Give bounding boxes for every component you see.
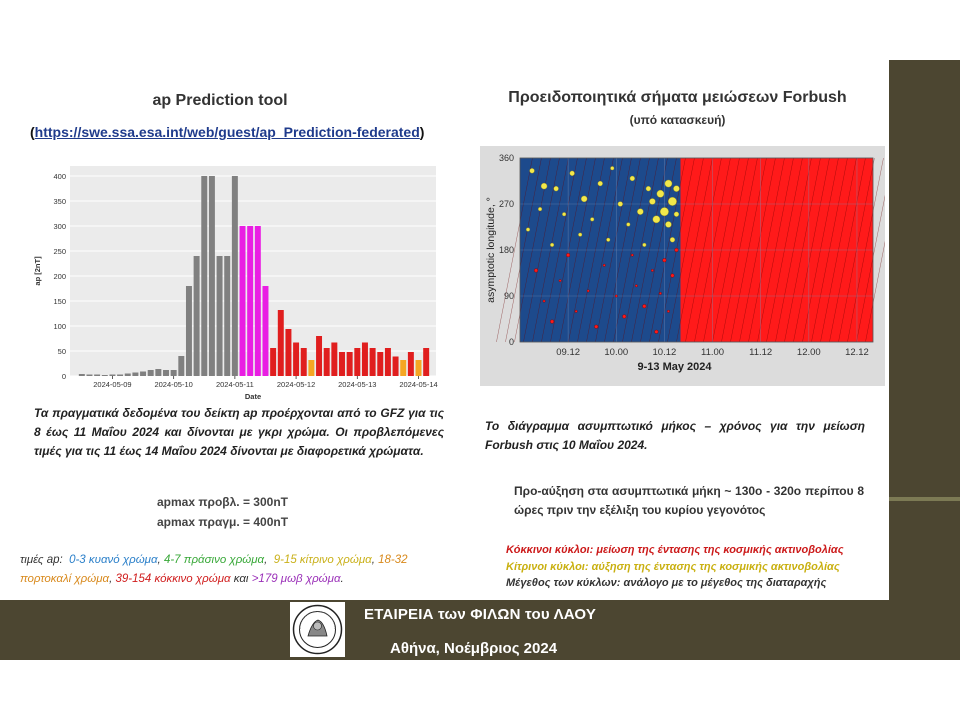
fb-yellow-circle (643, 243, 647, 247)
ap-bar (109, 375, 115, 377)
fb-red-circle (655, 330, 659, 334)
ap-xtick-label: 2024-05-14 (399, 380, 438, 389)
fb-ytick-label: 270 (498, 199, 514, 209)
ap-bar (171, 370, 177, 376)
ap-bar (194, 256, 200, 376)
ap-tool-link[interactable]: https://swe.ssa.esa.int/web/guest/ap_Prediction-federated (34, 124, 420, 140)
fb-ytick-label: 360 (498, 153, 514, 163)
ap-xtick-label: 2024-05-12 (276, 380, 316, 389)
ap-bar (293, 343, 299, 377)
fb-yellow-circle (598, 181, 603, 186)
ap-bar (132, 373, 138, 377)
ap-bar (163, 370, 169, 376)
legend-and: και (233, 573, 249, 585)
fb-yellow-circle (562, 212, 566, 216)
fb-red-circle (663, 258, 667, 262)
footer-place-date: Αθήνα, Νοέμβριος 2024 (390, 640, 558, 657)
ap-bar (285, 329, 291, 376)
forbush-title: Προειδοποιητικά σήματα μειώσεων Forbush (508, 89, 847, 106)
ap-xtick-label: 2024-05-13 (338, 380, 377, 389)
ap-caption: Τα πραγματικά δεδομένα του δείκτη ap προέρχονται από το GFZ για τις 8 έως 11 Μαΐου 2024 και δίνονται με γκρι χρώμα. Οι προβλεπόμενες τιμές για τις 11 έως 14 Μαΐου 2024 δίνονται με διαφορετικά χρώματα. (34, 406, 444, 458)
fb-red-circle (603, 264, 605, 266)
fb-yellow-circle (660, 207, 668, 215)
side-band-accent (889, 497, 960, 501)
ap-bar-chart (30, 160, 442, 402)
fb-yellow-circle (530, 168, 535, 173)
ap-bar (125, 374, 131, 377)
ap-bar (385, 348, 391, 376)
forbush-longitude-time-chart (480, 146, 885, 386)
apmax-actual: apmax πραγμ. = 400nT (157, 515, 289, 529)
ap-xtick-label: 2024-05-11 (215, 380, 254, 389)
legend-prefix: τιμές ap: (20, 554, 63, 566)
fb-xtick-label: 12.12 (845, 347, 869, 358)
fb-yellow-circle (668, 197, 676, 205)
decorative-side-band (889, 60, 960, 600)
ap-bar (270, 348, 276, 376)
footer-organization: ΕΤΑΙΡΕΙΑ των ΦΙΛΩΝ του ΛΑΟΥ (364, 606, 597, 623)
fb-red-circle (566, 253, 570, 257)
fb-yellow-circle (550, 243, 554, 247)
ap-bar (354, 348, 360, 376)
fb-red-circle (671, 274, 675, 278)
fb-yellow-circle (570, 171, 575, 176)
fb-yellow-circle (538, 207, 542, 211)
fb-xtick-label: 11.12 (749, 347, 773, 358)
ap-bar (393, 357, 399, 377)
fb-yellow-circle (649, 198, 655, 204)
fb-ytick-label: 90 (503, 291, 514, 301)
ap-xaxis-label: Date (244, 392, 262, 401)
fb-red-circle (543, 300, 545, 302)
fb-xaxis-label: 9-13 May 2024 (637, 361, 712, 373)
fb-red-circle (559, 279, 561, 281)
fb-yaxis-label: asymptotic longitude, ° (485, 197, 497, 303)
ap-bar (416, 360, 422, 376)
fb-yellow-circle (673, 186, 679, 192)
fb-red-circle (622, 315, 626, 319)
fb-red-circle (534, 269, 538, 273)
fb-red-circle (659, 292, 661, 294)
ap-xtick-label: 2024-05-10 (154, 380, 193, 389)
fb-yellow-circle (627, 223, 631, 227)
ap-xtick-label: 2024-05-09 (93, 380, 132, 389)
fb-red-circle (615, 295, 617, 297)
fb-red-circle (575, 310, 577, 312)
fb-red-circle (550, 320, 554, 324)
ap-color-legend: τιμές ap: 0-3 κυανό χρώμα, 4-7 πράσινο χρώμα, 9-15 κίτρινο χρώμα, 18-32 πορτοκαλί χρώμα, 39-154 κόκκινο χρώμα και >179 μωβ χρώμα. (20, 554, 408, 585)
ap-tool-title: ap Prediction tool (152, 92, 288, 109)
ap-bar (377, 352, 383, 376)
ap-ytick-label: 150 (53, 297, 66, 306)
fb-ytick-label: 0 (508, 337, 514, 347)
ap-bar (339, 352, 345, 376)
ap-yaxis-label: ap [2nT] (33, 256, 42, 286)
fb-yellow-circle (646, 186, 651, 191)
fb-red-circle (643, 304, 647, 308)
fb-red-circle (675, 248, 679, 252)
ap-bar (316, 336, 322, 376)
ap-bar (140, 372, 146, 377)
ap-bar (347, 352, 353, 376)
ap-ytick-label: 0 (61, 372, 66, 381)
fb-ytick-label: 180 (498, 245, 514, 255)
ap-bar (308, 360, 314, 376)
fb-yellow-circle (606, 238, 610, 242)
ap-bar (178, 356, 184, 376)
fb-yellow-circle (578, 233, 582, 237)
fb-xtick-label: 12.00 (796, 347, 821, 358)
ap-bar (117, 375, 123, 377)
ap-bar (148, 370, 154, 376)
ap-bar (301, 348, 307, 376)
ap-bar (201, 176, 207, 376)
fb-red-circle (667, 310, 669, 312)
url-close-paren: ) (419, 124, 425, 140)
ap-bar (217, 256, 223, 376)
ap-bar (331, 343, 337, 377)
fb-yellow-circle (657, 190, 664, 197)
forbush-caption: Το διάγραμμα ασυμπτωτικό μήκος – χρόνος για την μείωση Forbush στις 10 Μαΐου 2024. (485, 419, 865, 452)
circle-size-note: Μέγεθος των κύκλων: ανάλογο με το μέγεθος της διαταραχής (506, 577, 827, 589)
fb-yellow-circle (670, 237, 675, 242)
ap-ytick-label: 100 (53, 322, 66, 331)
fb-red-circle (631, 254, 633, 256)
fb-yellow-circle (554, 186, 559, 191)
ap-bar (240, 226, 246, 376)
fb-xtick-label: 11.00 (701, 347, 725, 358)
ap-bar (247, 226, 253, 376)
ap-bar (400, 360, 406, 376)
fb-yellow-circle (581, 196, 587, 202)
ap-ytick-label: 50 (57, 347, 66, 356)
ap-ytick-label: 350 (53, 197, 66, 206)
legend-red: 39-154 κόκκινο χρώμα (115, 573, 231, 585)
fb-yellow-circle (526, 228, 530, 232)
ap-bar (155, 369, 161, 376)
ap-ytick-label: 400 (53, 172, 66, 181)
ap-bar (186, 286, 192, 376)
ap-ytick-label: 250 (53, 247, 66, 256)
society-seal-icon (290, 602, 345, 657)
fb-red-circle (594, 325, 598, 329)
fb-red-circle (587, 290, 589, 292)
fb-yellow-circle (665, 221, 671, 227)
ap-bar (224, 256, 230, 376)
legend-green: 4-7 πράσινο χρώμα (163, 554, 265, 566)
fb-yellow-circle (618, 202, 623, 207)
fb-xtick-label: 10.12 (652, 347, 677, 358)
fb-yellow-circle (610, 166, 614, 170)
ap-bar (79, 374, 85, 376)
ap-bar (102, 375, 108, 376)
fb-yellow-circle (665, 180, 672, 187)
yellow-circles-note: Κίτρινοι κύκλοι: αύξηση της έντασης της κοσμικής ακτινοβολίας (506, 561, 840, 573)
ap-tool-url-line (30, 124, 424, 140)
ap-bar (94, 375, 100, 377)
ap-bar (370, 348, 376, 376)
ap-bar (324, 348, 330, 376)
apmax-predicted: apmax προβλ. = 300nT (157, 495, 288, 509)
fb-yellow-circle (590, 218, 594, 222)
ap-bar (86, 375, 92, 377)
ap-bar (423, 348, 429, 376)
legend-orange: 18-32 πορτοκαλί χρώμα (20, 554, 408, 585)
fb-xtick-label: 09.12 (556, 347, 581, 358)
ap-bar (232, 176, 238, 376)
ap-bar (262, 286, 268, 376)
ap-ytick-label: 200 (53, 272, 66, 281)
ap-bar (209, 176, 215, 376)
legend-yellow: 9-15 κίτρινο χρώμα (273, 554, 372, 566)
fb-red-circle (651, 269, 653, 271)
ap-bar (278, 310, 284, 376)
red-circles-note: Κόκκινοι κύκλοι: μείωση της έντασης της κοσμικής ακτινοβολίας (506, 544, 844, 556)
legend-purple: >179 μωβ χρώμα (251, 573, 341, 585)
fb-xtick-label: 10.00 (604, 347, 629, 358)
fb-yellow-circle (637, 209, 643, 215)
ap-bar (408, 352, 414, 376)
ap-bar (255, 226, 261, 376)
fb-yellow-circle (630, 176, 635, 181)
ap-bar (362, 343, 368, 377)
pre-increase-note: Προ-αύξηση στα ασυμπτωτικά μήκη ~ 130ο - 320ο περίπου 8 ώρες πριν την εξέλιξη του κυρίου γεγονότος (514, 484, 864, 517)
ap-ytick-label: 300 (53, 222, 66, 231)
legend-cyan: 0-3 κυανό χρώμα (69, 554, 158, 566)
fb-yellow-circle (674, 212, 679, 217)
url-open-paren: ( (30, 124, 35, 140)
fb-yellow-circle (653, 216, 660, 223)
fb-red-circle (635, 285, 637, 287)
fb-yellow-circle (541, 183, 547, 189)
forbush-subtitle: (υπό κατασκευή) (629, 113, 726, 127)
